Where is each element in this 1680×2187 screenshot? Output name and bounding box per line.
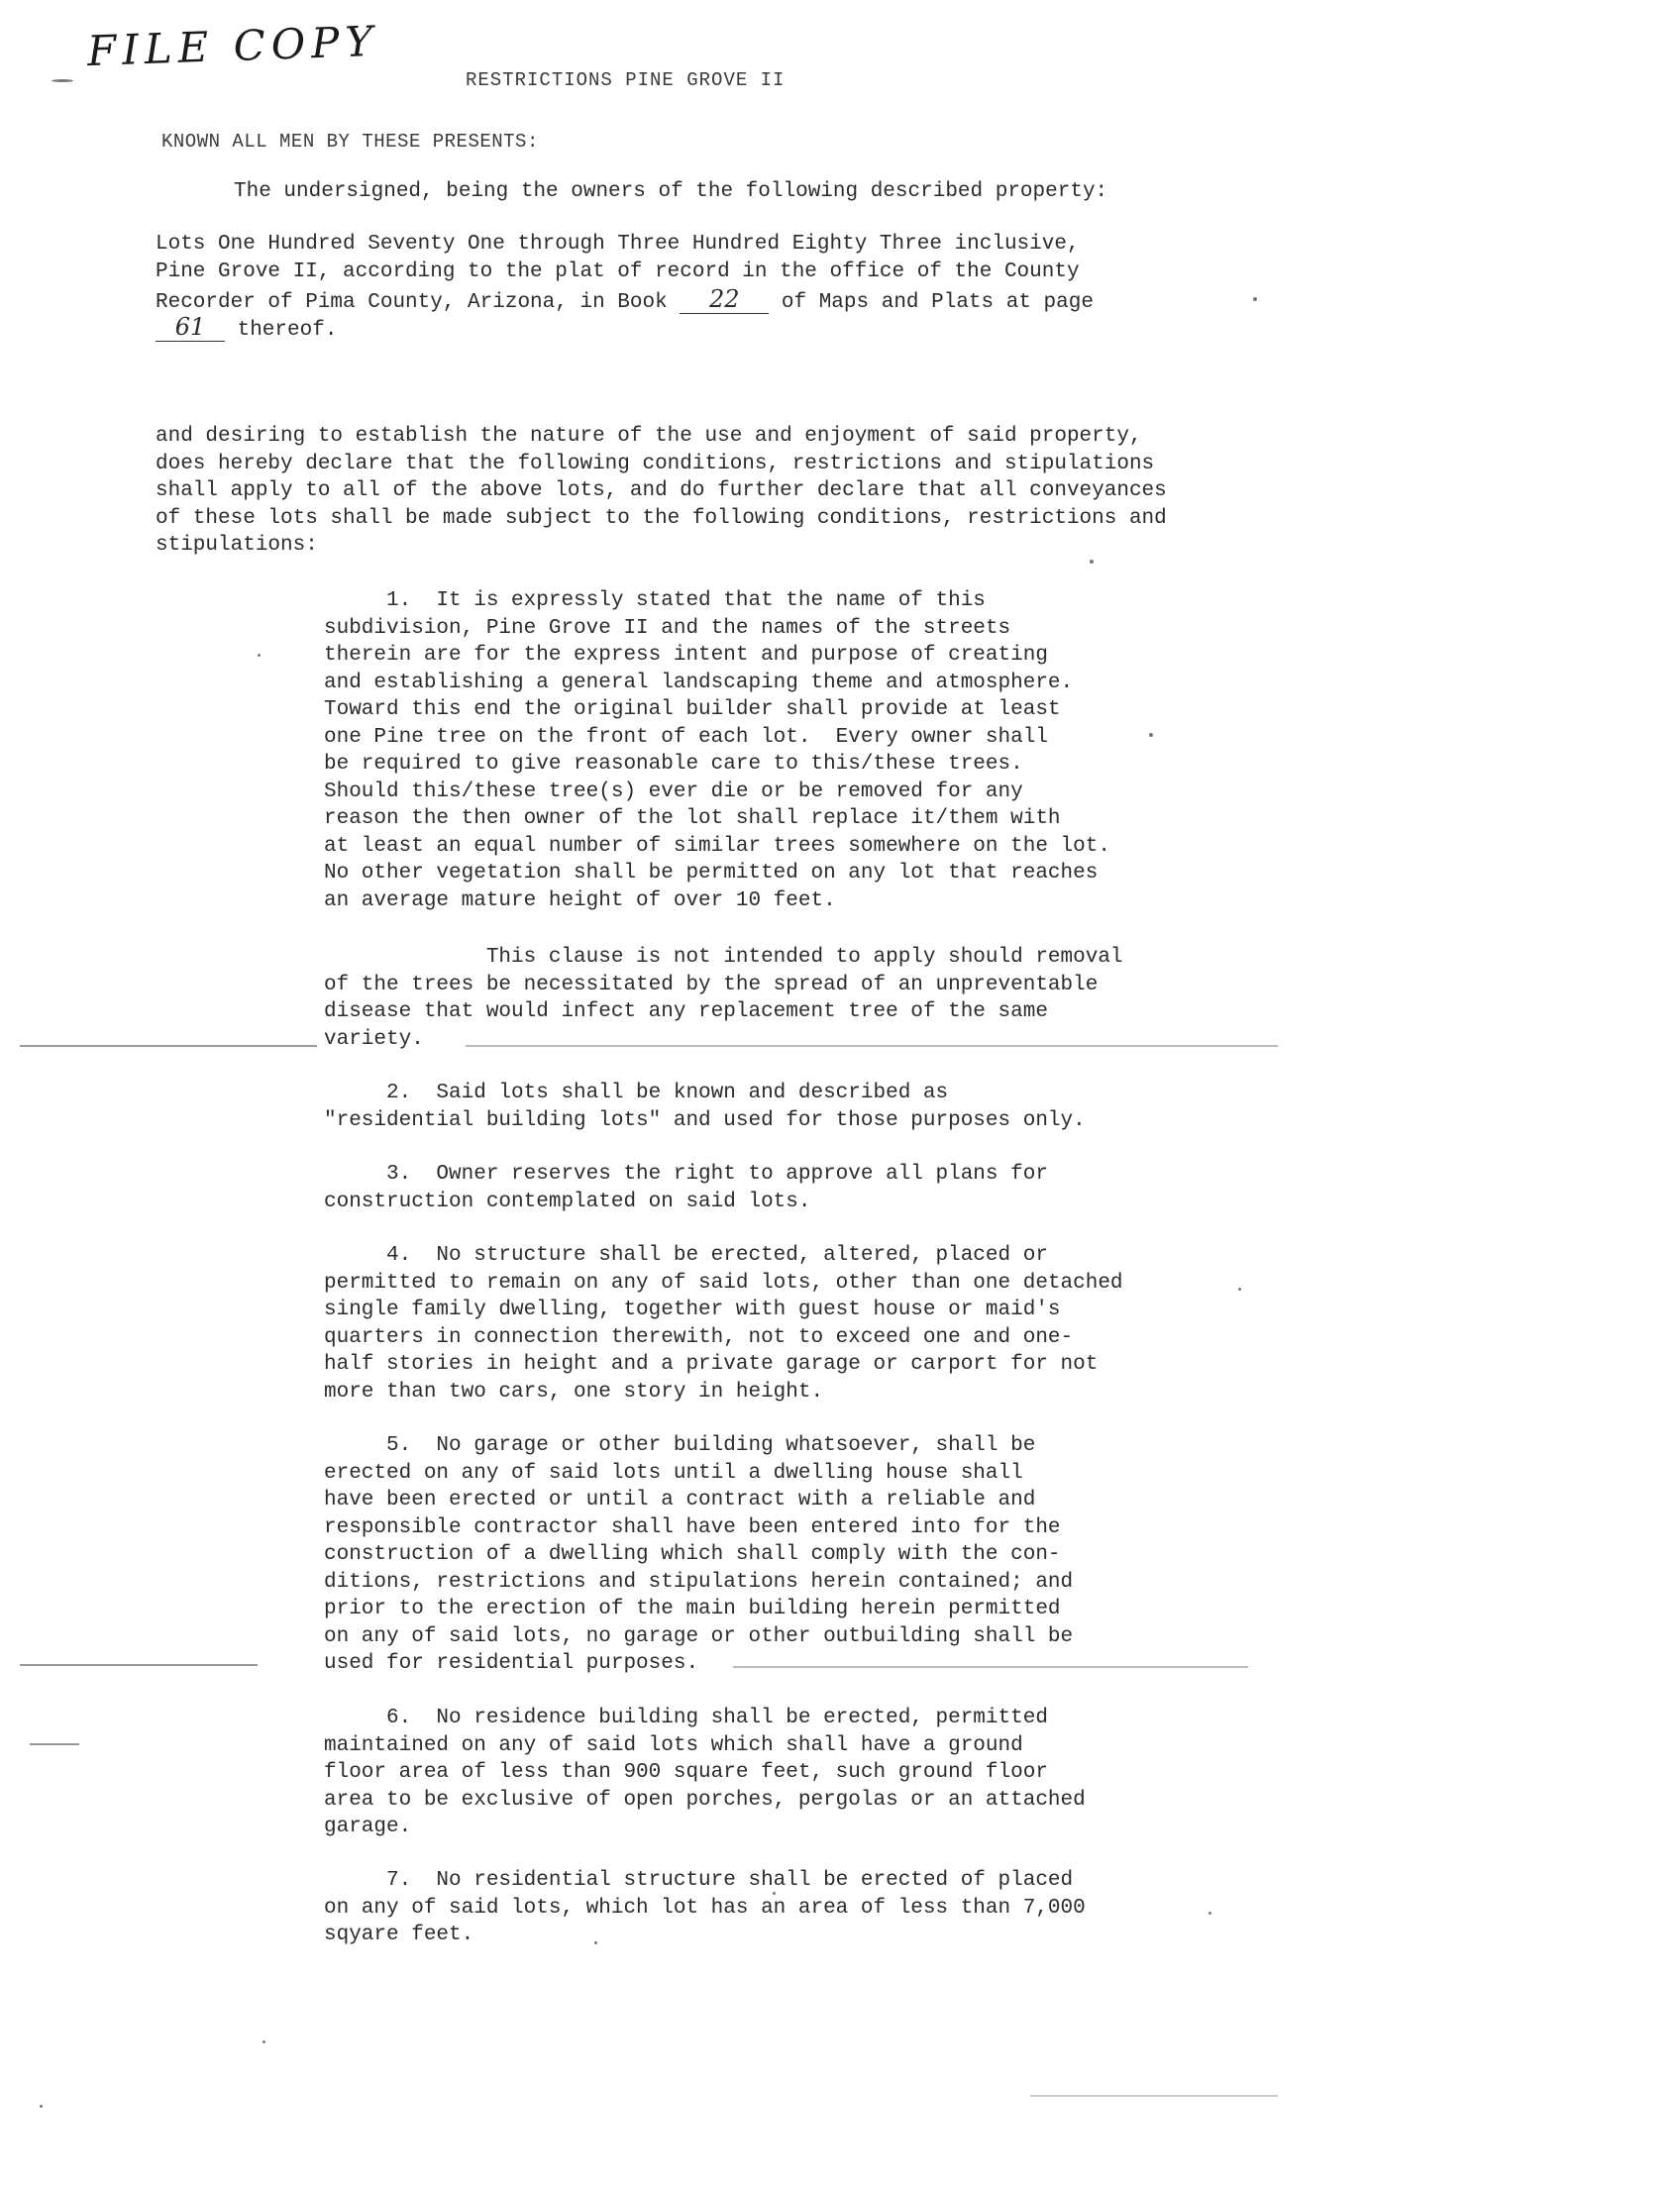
declaration-paragraph: and desiring to establish the nature of the use and enjoyment of said property, does hereby declare that the following conditions, restrictions and stipulations shall apply to all of the above lots, and do further declare that all conveyances of these lots shall be made subject to the following conditions, restrictions and stipulations:: [156, 425, 1167, 557]
property-line-4: [156, 314, 337, 344]
clause-1-exception: This clause is not intended to apply should removal of the trees be necessitated by the spread of an unpreventable disease that would infect any replacement tree of the same variety.: [324, 946, 1123, 1051]
property-line-4-text: thereof.: [225, 319, 338, 342]
clause-4: 4. No structure shall be erected, altered, placed or permitted to remain on any of said lots, other than one detached single family dwelling, together with guest house or maid's quarters in connection therewith, not to exceed one and one- half stories in height and a private garage or carport for not more than two cars, one story in height.: [324, 1244, 1123, 1404]
property-line-2: Pine Grove II, according to the plat of record in the office of the County: [156, 260, 1080, 283]
clause-1: 1. It is expressly stated that the name of this subdivision, Pine Grove II and the names of the streets therein are for the express intent and purpose of creating and establishing a general landscaping theme and atmosphere. Toward this end the original builder shall provide at least one Pine tree on the front of each lot. Every owner shall be required to give reasonable care to this/these trees. Should this/these tree(s) ever die or be removed for any reason the then owner of the lot shall replace it/them with at least an equal number of similar trees somewhere on the lot. No other vegetation shall be permitted on any lot that reaches an average mature height of over 10 feet.: [324, 589, 1110, 912]
clause-5: 5. No garage or other building whatsoever, shall be erected on any of said lots until a dwelling house shall have been erected or until a contract with a reliable and responsible contractor shall have been entered into for the construction of a dwelling which shall comply with the con- ditions, restrictions and stipulations herein contained; and prior to the erection of the main building herein permitted on any of said lots, no garage or other outbuilding shall be used for residential purposes.: [324, 1434, 1074, 1675]
clause-7: 7. No residential structure shall be erected of placed on any of said lots, which lot has an area of less than 7,000 sqyare feet.: [324, 1869, 1086, 1946]
intro-line: The undersigned, being the owners of the following described property:: [234, 180, 1108, 203]
salutation: KNOWN ALL MEN BY THESE PRESENTS:: [161, 131, 539, 153]
document-title: RESTRICTIONS PINE GROVE II: [466, 69, 786, 91]
property-line-1: Lots One Hundred Seventy One through Three Hundred Eighty Three inclusive,: [156, 233, 1080, 256]
page-number: 61: [156, 314, 225, 342]
clause-3: 3. Owner reserves the right to approve all plans for construction contemplated on said lots.: [324, 1163, 1048, 1213]
property-line-3-tail: of Maps and Plats at page: [769, 291, 1094, 314]
property-line-3-text: Recorder of Pima County, Arizona, in Book: [156, 291, 681, 314]
book-number: 22: [680, 286, 769, 314]
property-line-3: [156, 286, 1094, 316]
file-copy-annotation: FILE COPY: [86, 16, 379, 76]
clause-2: 2. Said lots shall be known and described as "residential building lots" and used for those purposes only.: [324, 1082, 1086, 1132]
clause-6: 6. No residence building shall be erected, permitted maintained on any of said lots which shall have a ground floor area of less than 900 square feet, such ground floor area to be exclusive of open porches, pergolas or an attached garage.: [324, 1707, 1086, 1838]
